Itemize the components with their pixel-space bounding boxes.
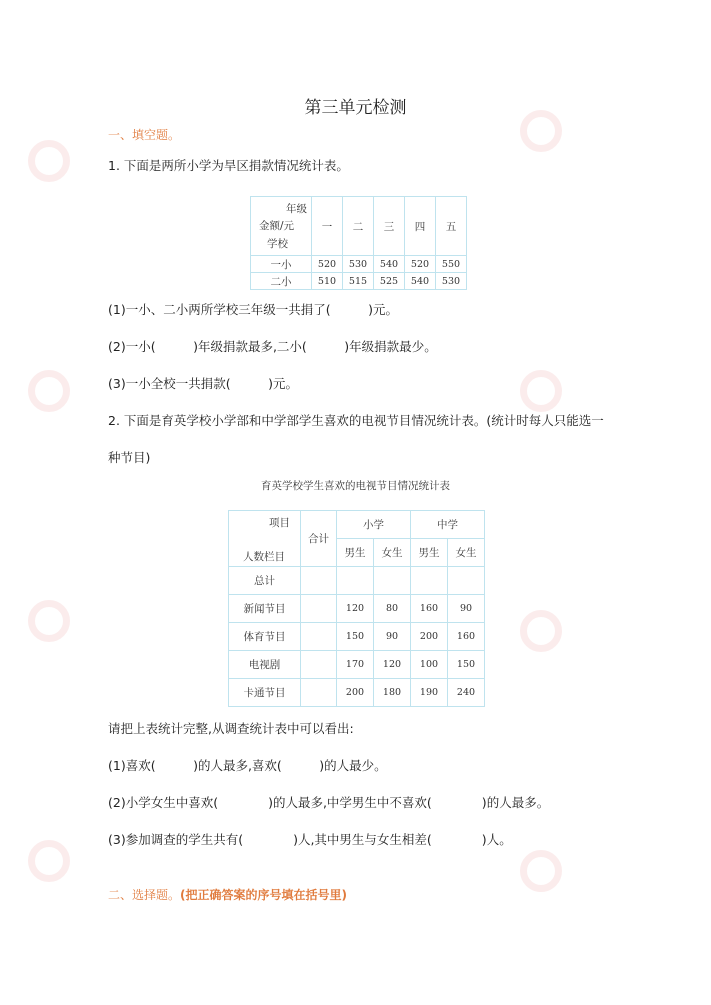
count-cell: 160	[448, 623, 485, 651]
question1-intro: 1. 下面是两所小学为旱区捐款情况统计表。	[108, 158, 349, 173]
table-row	[251, 273, 467, 290]
count-cell: 90	[448, 595, 485, 623]
table-row	[229, 651, 485, 679]
amount-cell: 540	[374, 256, 405, 273]
question2-intro-line2: 种节目)	[108, 450, 151, 465]
group-header-middle: 中学	[411, 511, 485, 539]
blank-cell	[301, 679, 337, 707]
grade-header: 三	[374, 197, 405, 256]
question2-sub1: (1)喜欢( )的人最多,喜欢( )的人最少。	[108, 758, 387, 773]
count-cell: 80	[374, 595, 411, 623]
corner-label-amount: 金额/元	[259, 220, 295, 232]
blank-cell	[448, 567, 485, 595]
school-label: 一小	[251, 256, 312, 273]
blank-cell	[411, 567, 448, 595]
question1-sub3: (3)一小全校一共捐款( )元。	[108, 376, 298, 391]
group-header-primary: 小学	[337, 511, 411, 539]
corner-label-item: 项目	[269, 517, 290, 529]
count-cell: 190	[411, 679, 448, 707]
blank-cell	[301, 567, 337, 595]
section2-heading-label: 二、选择题。	[108, 888, 181, 902]
program-label: 卡通节目	[229, 679, 301, 707]
program-label: 新闻节目	[229, 595, 301, 623]
grade-header: 五	[436, 197, 467, 256]
section2-heading	[108, 886, 347, 903]
watermark-logo	[28, 600, 70, 642]
page-title: 第三单元检测	[304, 98, 407, 118]
table-row	[229, 567, 485, 595]
blank-cell	[301, 651, 337, 679]
amount-cell: 530	[436, 273, 467, 290]
count-cell: 170	[337, 651, 374, 679]
watermark-logo	[520, 850, 562, 892]
question2-intro-line1: 2. 下面是育英学校小学部和中学部学生喜欢的电视节目情况统计表。(统计时每人只能选一	[108, 413, 604, 428]
table-row	[229, 623, 485, 651]
amount-cell: 540	[405, 273, 436, 290]
watermark-logo	[28, 840, 70, 882]
question1-sub1: (1)一小、二小两所学校三年级一共捐了( )元。	[108, 302, 398, 317]
amount-cell: 520	[405, 256, 436, 273]
watermark-logo	[28, 370, 70, 412]
grade-header: 二	[343, 197, 374, 256]
amount-cell: 510	[312, 273, 343, 290]
blank-cell	[301, 623, 337, 651]
amount-cell: 525	[374, 273, 405, 290]
section2-heading-note: (把正确答案的序号填在括号里)	[180, 888, 347, 902]
table-row	[229, 679, 485, 707]
blank-cell	[337, 567, 374, 595]
corner-label-count: 人数栏目	[243, 551, 285, 563]
count-cell: 120	[374, 651, 411, 679]
count-cell: 200	[411, 623, 448, 651]
school-label: 二小	[251, 273, 312, 290]
table-row	[229, 595, 485, 623]
count-cell: 120	[337, 595, 374, 623]
sub-header: 男生	[337, 539, 374, 567]
watermark-logo	[28, 140, 70, 182]
blank-cell	[301, 595, 337, 623]
amount-cell: 550	[436, 256, 467, 273]
total-row-label: 总计	[229, 567, 301, 595]
question2-prompt: 请把上表统计完整,从调查统计表中可以看出:	[108, 721, 354, 736]
program-label: 体育节目	[229, 623, 301, 651]
grade-header: 一	[312, 197, 343, 256]
count-cell: 180	[374, 679, 411, 707]
watermark-logo	[520, 610, 562, 652]
amount-cell: 515	[343, 273, 374, 290]
donation-table	[250, 196, 467, 290]
sub-header: 女生	[374, 539, 411, 567]
amount-cell: 530	[343, 256, 374, 273]
blank-cell	[374, 567, 411, 595]
question2-sub2: (2)小学女生中喜欢( )的人最多,中学男生中不喜欢( )的人最多。	[108, 795, 550, 810]
program-label: 电视剧	[229, 651, 301, 679]
corner-label-school: 学校	[267, 238, 288, 250]
question1-sub2: (2)一小( )年级捐款最多,二小( )年级捐款最少。	[108, 339, 437, 354]
section1-heading: 一、填空题。	[108, 128, 181, 142]
total-header: 合计	[301, 511, 337, 567]
table-corner-cell	[251, 197, 312, 256]
count-cell: 200	[337, 679, 374, 707]
table-corner-cell	[229, 511, 301, 567]
count-cell: 100	[411, 651, 448, 679]
count-cell: 150	[337, 623, 374, 651]
count-cell: 90	[374, 623, 411, 651]
tv-program-table	[228, 510, 485, 707]
sub-header: 女生	[448, 539, 485, 567]
question2-sub3: (3)参加调查的学生共有( )人,其中男生与女生相差( )人。	[108, 832, 512, 847]
count-cell: 160	[411, 595, 448, 623]
sub-header: 男生	[411, 539, 448, 567]
count-cell: 150	[448, 651, 485, 679]
grade-header: 四	[405, 197, 436, 256]
count-cell: 240	[448, 679, 485, 707]
corner-label-grade: 年级	[286, 203, 307, 215]
table-caption: 育英学校学生喜欢的电视节目情况统计表	[261, 480, 450, 492]
watermark-logo	[520, 370, 562, 412]
amount-cell: 520	[312, 256, 343, 273]
table-row	[251, 256, 467, 273]
